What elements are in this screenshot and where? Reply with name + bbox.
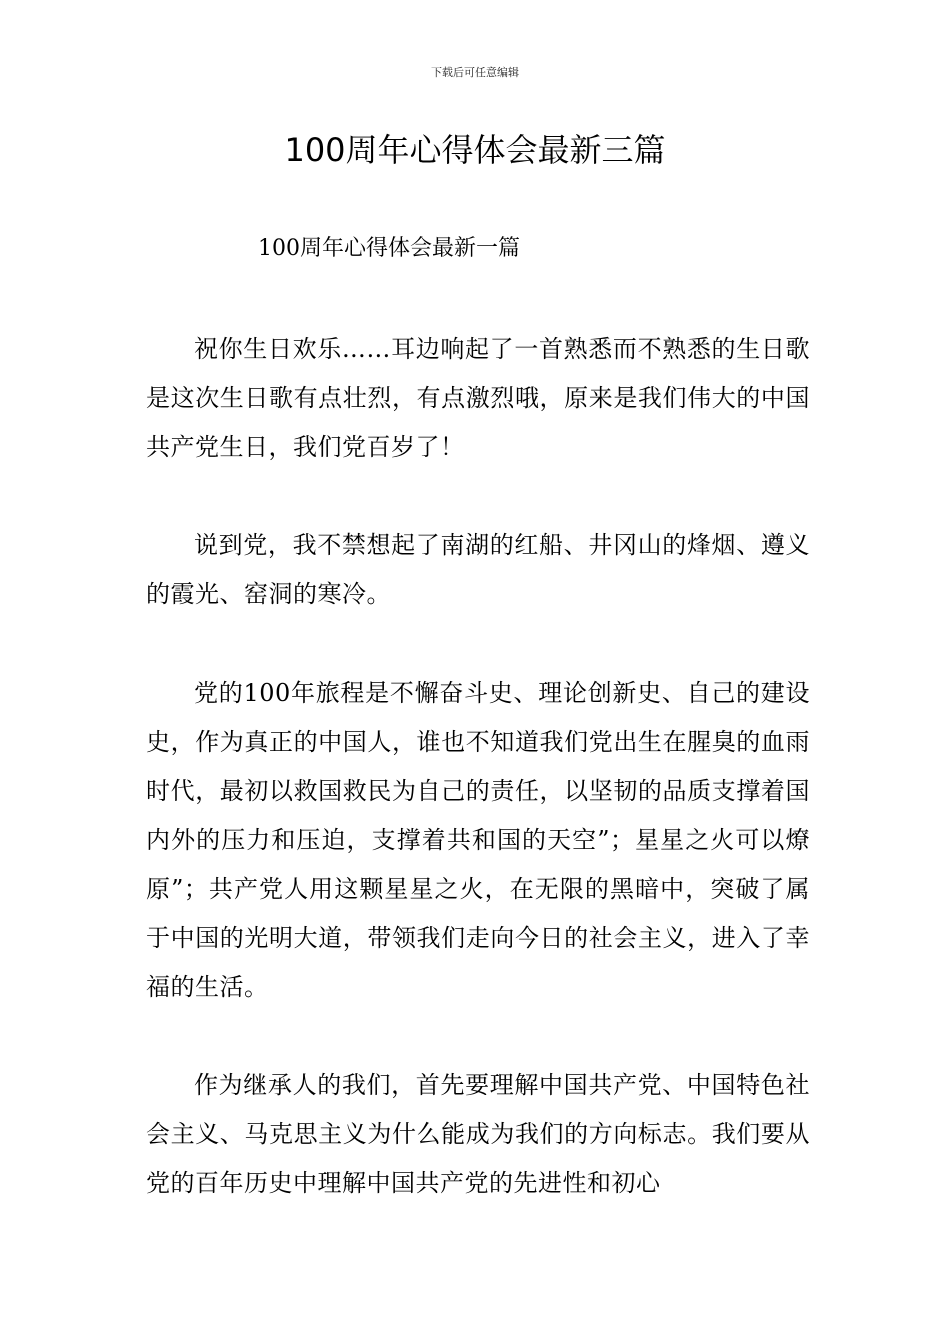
paragraph-4: 作为继承人的我们，首先要理解中国共产党、中国特色社会主义、马克思主义为什么能成为我们的方向标志。我们要从党的百年历史中理解中国共产党的先进性和初心 [146, 1071, 810, 1197]
paragraph-2: 说到党，我不禁想起了南湖的红船、井冈山的烽烟、遵义的霞光、窑洞的寒冷。 [146, 531, 810, 608]
document-title: 100周年心得体会最新三篇 [284, 131, 666, 169]
header-note: 下载后可任意编辑 [431, 66, 519, 79]
section-subtitle: 100周年心得体会最新一篇 [258, 236, 520, 261]
paragraph-3: 党的100年旅程是不懈奋斗史、理论创新史、自己的建设史，作为真正的中国人，谁也不知道我们党出生在腥臭的血雨时代，最初以救国救民为自己的责任，以坚韧的品质支撑着国内外的压力和压迫，支撑着共和国的天空”；星星之火可以燎原”；共产党人用这颗星星之火，在无限的黑暗中，突破了属于中国的光明大道，带领我们走向今日的社会主义，进入了幸福的生活。 [146, 679, 810, 1001]
paragraph-1: 祝你生日欢乐……耳边响起了一首熟悉而不熟悉的生日歌是这次生日歌有点壮烈，有点激烈哦，原来是我们伟大的中国共产党生日，我们党百岁了！ [146, 335, 810, 461]
